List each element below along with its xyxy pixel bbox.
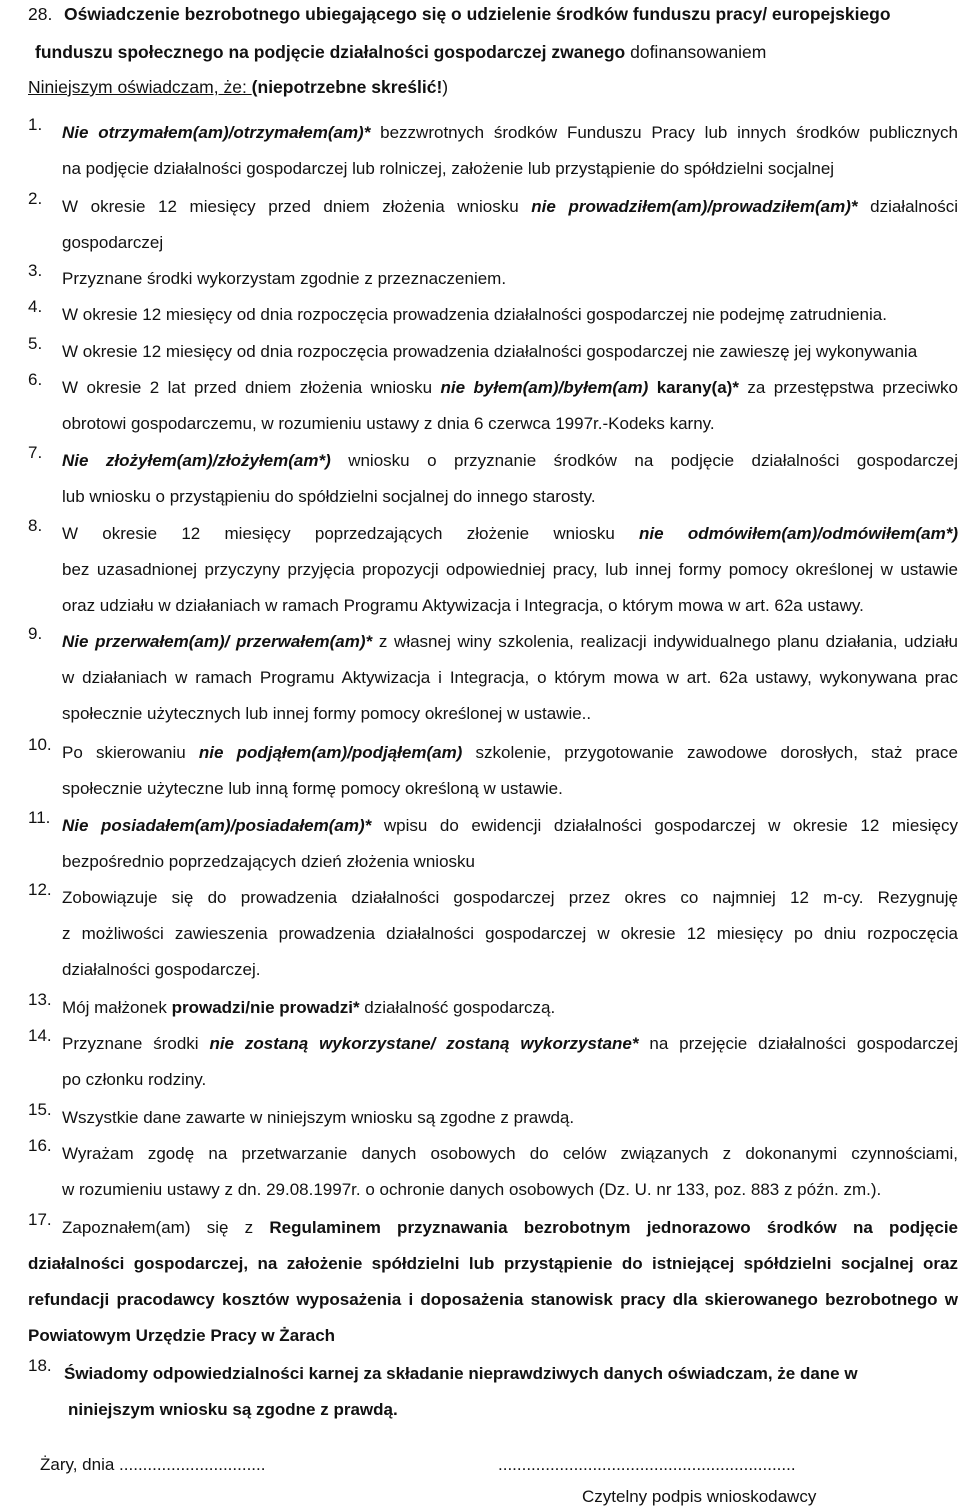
section-number: 28. bbox=[28, 4, 53, 24]
signature-caption: Czytelny podpis wnioskodawcy bbox=[582, 1487, 817, 1506]
signature-line[interactable]: ............................................................... bbox=[498, 1455, 796, 1474]
title-line-1: Oświadczenie bezrobotnego ubiegającego się o udzielenie środków funduszu pracy/ europejskiego bbox=[64, 4, 891, 24]
intro-line: Niniejszym oświadczam, że: (niepotrzebne skreślić!) bbox=[28, 77, 449, 97]
title-line-2: funduszu społecznego na podjęcie działalności gospodarczej zwanego dofinansowaniem bbox=[35, 42, 767, 62]
place-date-field[interactable]: Żary, dnia ............................... bbox=[40, 1455, 266, 1474]
document-page: 28. Oświadczenie bezrobotnego ubiegającego się o udzielenie środków funduszu pracy/ europejskiego funduszu społecznego na podjęcie działalności gospodarczej zwanego dofinansowaniem Niniejszym oświadczam, że: (niepotrzebne skreślić!) 1. Nie otrzymałem(am)/otrzymałem(am)* bezzwrotnych środków Funduszu Pracy lub innych środków publicznych na podjęcie działalności gospodarczej lub rolniczej, założenie lub przystąpienie do spółdzielni socjalnej 2. W okresie 12 miesięcy przed dniem złożenia wniosku nie prowadziłem(am)/prowadziłem(am)* działalności gospodarczej 3. Przyznane środki wykorzystam zgodnie z przeznaczeniem. 4. W okresie 12 miesięcy od dnia rozpoczęcia prowadzenia działalności gospodarczej nie podejmę zatrudnienia. 5. W okresie 12 miesięcy od dnia rozpoczęcia prowadzenia działalności gospodarczej nie zawieszę jej wykonywania 6. W okresie 2 lat przed dniem złożenia wniosku nie byłem(am)/byłem(am) karany(a)* za przestępstwa przeciwko obrotowi gospodarczemu, w rozumieniu ustawy z dnia 6 czerwca 1997r.-Kodeks karny. 7. Nie złożyłem(am)/złożyłem(am*) wniosku o przyznanie środków na podjęcie działalności gospodarczej lub wniosku o przystąpieniu do spółdzielni socjalnej do innego starosty. 8. W okresie 12 miesięcy poprzedzających złożenie wniosku nie odmówiłem(am)/odmówiłem(am*) bez uzasadnionej przyczyny przyjęcia propozycji odpowiedniej pracy, lub innej formy pomocy określonej w ustawie oraz udziału w działaniach w ramach Programu Aktywizacja i Integracja, o którym mowa w art. 62a ustawy. 9. Nie przerwałem(am)/ przerwałem(am)* z własnej winy szkolenia, realizacji indywidualnego planu działania, udziału w działaniach w ramach Programu Aktywizacja i Integracja, o którym mowa w art. 62a ustawy, wykonywana prac społecznie użytecznych lub innej formy pomocy określonej w ustawie.. 10. Po skierowaniu nie podjąłem(am)/podjąłem(am) szkolenie, przygotowanie zawodowe dorosłych, staż prace społecznie użyteczne lub inną formę pomocy określoną w ustawie. 11. Nie posiadałem(am)/posiadałem(am)* wpisu do ewidencji działalności gospodarczej w okresie 12 miesięcy bezpośrednio poprzedzających dzień złożenia wniosku 12. Zobowiązuje się do prowadzenia działalności gospodarczej przez okres co najmniej 12 m-cy. Rezygnuję z możliwości zawieszenia prowadzenia działalności gospodarczej w okresie 12 miesięcy po dniu rozpoczęcia działalności gospodarczej. 13. Mój małżonek prowadzi/nie prowadzi* działalność gospodarczą. 14. Przyznane środki nie zostaną wykorzystane/ zostaną wykorzystane* na przejęcie działalności gospodarczej po członku rodziny. 15. Wszystkie dane zawarte w niniejszym wniosku są zgodne z prawdą. 16. Wyrażam zgodę na przetwarzanie danych osobowych do celów związanych z dokonanymi czynnościami, w rozumieniu ustawy z dn. 29.08.1997r. o ochronie danych osobowych (Dz. U. nr 133, poz. 883 z późn. zm.). 17. Zapoznałem(am) się z Regulaminem przyznawania bezrobotnym jednorazowo środków na podjęcie działalności gospodarczej, na założenie spółdzielni lub przystąpienie do istniejącej spółdzielni socjalnej oraz refundacji pracodawcy kosztów wyposażenia i doposażenia stanowisk pracy dla skierowanego bezrobotnego w Powiatowym Urzędzie Pracy w Żarach 18. Świadomy odpowiedzialności karnej za składanie nieprawdziwych danych oświadczam, że dane w niniejszym wniosku są zgodne z prawdą. Żary, dnia ............................... ............................................................... Czytelny podpis wnioskodawcy bbox=[28, 4, 959, 1506]
